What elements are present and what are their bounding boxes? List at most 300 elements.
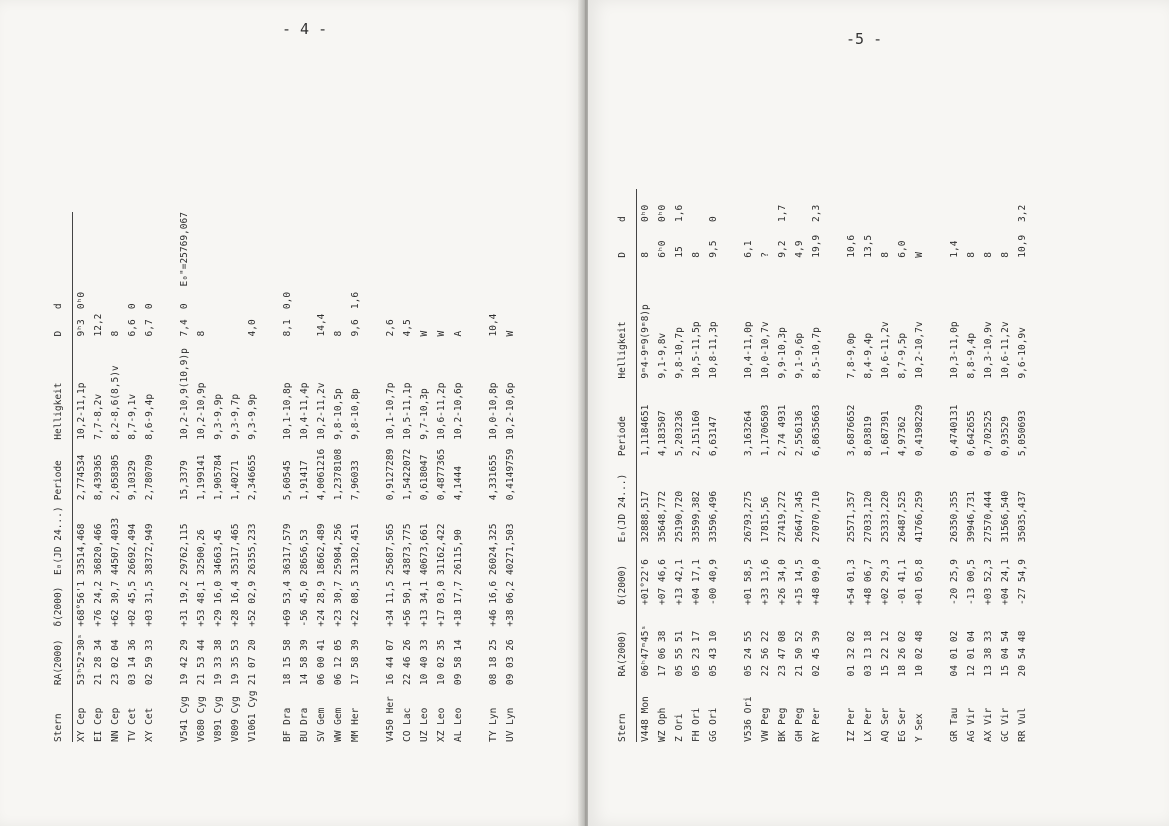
column-header: RA(2000) (617, 630, 629, 677)
table-cell: 9,7-10,3p (418, 388, 430, 440)
table-cell: +56 50,1 (401, 580, 413, 627)
table-cell: 25190,720 (673, 490, 685, 543)
table-cell: 6ʰ0 (656, 240, 668, 258)
table-cell (313, 212, 330, 286)
table-row (193, 212, 210, 742)
table-cell: 29762,115 (178, 523, 190, 576)
table-row (90, 212, 107, 742)
table-row (1014, 189, 1031, 742)
table-cell: 28656,53 (298, 529, 310, 576)
table-cell (296, 309, 313, 336)
table-cell: 10,9 (1016, 234, 1028, 258)
table-cell: 19 33 38 (212, 639, 224, 686)
table-cell: 2,774534 (75, 454, 87, 501)
table-cell: 15,3379 (178, 460, 190, 501)
table-row (980, 189, 997, 742)
table-cell: GC Vir (999, 707, 1011, 742)
table-cell: W (418, 330, 430, 337)
table-cell: 9,9-10,3p (776, 327, 788, 379)
table-cell (73, 212, 91, 286)
table-row (997, 189, 1014, 742)
table-cell: 10,2-11,2v (315, 382, 327, 440)
table-row (330, 212, 347, 742)
table-cell: 9,2 (776, 240, 788, 258)
table-cell: 10,3-11,0p (948, 321, 960, 379)
table-cell (227, 212, 244, 286)
table-row (774, 189, 791, 742)
table-row (911, 189, 928, 742)
table-cell (757, 189, 774, 222)
table-cell (296, 212, 313, 286)
group-spacer (825, 189, 843, 742)
table-cell: 4,9 (793, 240, 805, 258)
table-cell: 1,91417 (298, 460, 310, 501)
table-cell: -20 25,9 (948, 559, 960, 605)
table-cell (399, 212, 416, 286)
table-cell: NN Cep (109, 707, 121, 742)
table-cell: +69 53,4 (281, 580, 293, 627)
table-cell: -27 54,9 (1016, 559, 1028, 605)
table-cell: 0 (143, 303, 155, 310)
table-cell: 10,6-11,2p (435, 382, 447, 440)
table-cell: 6,6 (126, 319, 138, 337)
table-cell: 15 (673, 246, 685, 258)
group-spacer (722, 189, 740, 742)
table-cell: 1,5422072 (401, 448, 413, 501)
page-number: -5 - (846, 30, 883, 48)
table-cell: 15 22 12 (879, 630, 891, 677)
table-cell: 2,151160 (690, 410, 702, 457)
table-cell: 31566,540 (999, 490, 1011, 543)
table-cell (963, 189, 980, 222)
table-cell: +48 06,7 (862, 559, 874, 605)
table-cell: 0,4149759 (504, 448, 516, 501)
table-cell: 26024,325 (487, 523, 499, 576)
table-cell: 4,0 (246, 319, 258, 337)
table-cell: 8 (195, 330, 207, 337)
table-cell: 06 00 41 (315, 639, 327, 686)
table-cell (124, 212, 141, 286)
table-cell: 2,780709 (143, 454, 155, 501)
table-cell: 15 04 54 (999, 630, 1011, 677)
table-row (894, 189, 911, 742)
table-cell: 8 (982, 252, 994, 258)
table-cell (382, 286, 399, 309)
table-cell: 9,6-10,9v (1016, 327, 1028, 379)
table-cell: 21 07 20 (246, 639, 258, 686)
table-cell: 26115,90 (452, 529, 464, 576)
table-row (73, 212, 91, 742)
table-cell: V891 Cyg (212, 696, 224, 742)
table-cell: 10,4-11,4p (298, 382, 310, 440)
table-cell: WZ Oph (656, 707, 668, 742)
table-cell: 10,6-11,2v (879, 321, 891, 379)
table-cell: 10,5-11,5p (690, 321, 702, 379)
table-cell: UZ Leo (418, 707, 430, 742)
table-cell: 40271,503 (504, 523, 516, 576)
table-cell: +02 45,5 (126, 580, 138, 627)
left-page (0, 0, 582, 826)
table-cell: 53ʰ52ᵐ30ˢ (75, 633, 87, 686)
table-cell: Z Ori (673, 713, 685, 742)
table-cell: +13 34,1 (418, 580, 430, 627)
table-cell (141, 212, 158, 286)
table-cell: 23 02 04 (109, 639, 121, 686)
table-cell: 02 45 39 (810, 630, 822, 677)
table-cell (193, 286, 210, 309)
table-cell: 9,1-9,6p (793, 332, 805, 379)
table-cell: 10 40 33 (418, 639, 430, 686)
table-cell: +04 24,1 (999, 559, 1011, 605)
table-row (502, 212, 519, 742)
table-cell: 16 44 07 (384, 639, 396, 686)
table-cell: 22 56 22 (759, 630, 771, 677)
table-cell: 14 58 39 (298, 639, 310, 686)
table-cell: +26 34,0 (776, 559, 788, 605)
table-cell: 1,6 (349, 291, 361, 310)
table-row (107, 212, 124, 742)
table-row (176, 212, 193, 742)
table-cell: 36317,579 (281, 523, 293, 576)
table-row (877, 189, 894, 742)
table-cell (227, 286, 244, 309)
table-cell: +76 24,2 (92, 580, 104, 627)
table-cell: 13 38 33 (982, 630, 994, 677)
table-cell: 6,8635663 (810, 404, 822, 457)
table-cell: 1,4 (948, 240, 960, 258)
table-cell: 27033,120 (862, 490, 874, 543)
table-cell: 8,7-9,1v (126, 393, 138, 440)
table-cell: 9,8-10,7p (673, 327, 685, 379)
table-cell: 31162,422 (435, 523, 447, 576)
right-page (588, 0, 1169, 826)
table-cell: +31 19,2 (178, 580, 190, 627)
table-cell: +38 06,2 (504, 580, 516, 627)
table-cell: W (435, 330, 447, 337)
table-cell (313, 286, 330, 309)
table-cell (399, 286, 416, 309)
table-row (382, 212, 399, 742)
table-cell: 10,2-10,6p (452, 382, 464, 440)
table-cell: 9,5 (707, 240, 719, 258)
table-row (399, 212, 416, 742)
table-cell: XZ Leo (435, 707, 447, 742)
table-cell: 26355,233 (246, 523, 258, 576)
table-header-row (616, 189, 637, 742)
table-cell: V1061 Cyg (246, 690, 258, 742)
table-cell: W (504, 330, 516, 337)
table-cell (877, 189, 894, 222)
table-cell (911, 189, 928, 222)
table-cell: GG Ori (707, 707, 719, 742)
table-cell: 25984,256 (332, 523, 344, 576)
table-cell: 35035,437 (1016, 490, 1028, 543)
table-cell: 0 (178, 303, 190, 310)
table-cell: 6,1 (742, 240, 754, 258)
table-cell: EI Cep (92, 707, 104, 742)
table-cell: 8,7-9,5p (896, 332, 908, 379)
table-cell: 8 (879, 252, 891, 258)
table-cell: GH Peg (793, 707, 805, 742)
table-cell: 5,050693 (1016, 410, 1028, 457)
table-cell (382, 212, 399, 286)
table-cell: 13,5 (862, 234, 874, 258)
table-cell: 05 43 10 (707, 630, 719, 677)
table-cell: V541 Cyg (178, 696, 190, 742)
table-cell (347, 212, 364, 286)
column-header: δ(2000) (53, 586, 65, 627)
column-header: Stern (617, 713, 629, 742)
table-cell (279, 212, 296, 286)
table-cell: 2,6 (384, 319, 396, 337)
table-row (416, 212, 433, 742)
table-cell: 27570,444 (982, 490, 994, 543)
table-cell: 10 02 48 (913, 630, 925, 677)
table-cell (894, 189, 911, 222)
table-cell: A (452, 330, 464, 337)
table-cell: 10 02 35 (435, 639, 447, 686)
table-row (347, 212, 364, 742)
table-cell: 08 18 25 (487, 639, 499, 686)
table-cell: +01 58,5 (742, 559, 754, 605)
table-cell: 0ʰ0 (639, 204, 651, 222)
table-header-row (52, 212, 73, 742)
table-cell: 9,8-10,8p (349, 388, 361, 440)
table-cell (946, 189, 963, 222)
table-cell (980, 189, 997, 222)
table-cell: 1,6 (673, 204, 685, 222)
table-cell: +07 46,6 (656, 559, 668, 605)
table-cell: XY Cep (75, 707, 87, 742)
table-cell (330, 286, 347, 309)
table-cell: 19 35 53 (229, 639, 241, 686)
table-cell: 33514,468 (75, 523, 87, 576)
table-cell: 19 42 29 (178, 639, 190, 686)
table-cell: 09 03 26 (504, 639, 516, 686)
table-cell: BK Peg (776, 707, 788, 742)
column-header: D (617, 252, 629, 258)
table-cell: 34663,45 (212, 529, 224, 576)
table-row (808, 189, 825, 742)
table-cell: 26692,494 (126, 523, 138, 576)
table-cell: +28 16,4 (229, 580, 241, 627)
table-cell: 9,8-10,5p (332, 388, 344, 440)
table-row (843, 189, 860, 742)
table-cell (90, 286, 107, 309)
table-cell: AX Vir (982, 707, 994, 742)
table-cell: 9,6 (349, 319, 361, 337)
table-cell: 8,1 (281, 319, 293, 337)
column-header: Periode (617, 416, 629, 457)
table-cell: 10,4-11,0p (742, 321, 754, 379)
table-cell: 1,2378108 (332, 448, 344, 501)
table-cell: -01 41,1 (896, 559, 908, 605)
table-cell: 0,702525 (982, 410, 994, 457)
table-cell (210, 309, 227, 336)
table-cell (107, 286, 124, 309)
table-cell: 44507,4033 (109, 517, 121, 576)
table-cell: 4,97362 (896, 416, 908, 457)
table-cell: EG Ser (896, 707, 908, 742)
table-cell: 17 06 38 (656, 630, 668, 677)
table-cell: CO Lac (401, 707, 413, 742)
table-row (141, 212, 158, 742)
column-header: Helligkeit (617, 321, 629, 379)
table-cell: 25687,565 (384, 523, 396, 576)
table-cell: 5,60545 (281, 460, 293, 501)
table-cell: 10,2-10,9p (195, 382, 207, 440)
table-cell: 8,439365 (92, 454, 104, 501)
table-cell (210, 212, 227, 286)
table-cell (244, 286, 261, 309)
table-cell: 9,3-9,7p (229, 393, 241, 440)
table-cell: 9,1-9,8v (656, 332, 668, 379)
column-header: d (53, 303, 65, 310)
table-cell: +52 02,9 (246, 580, 258, 627)
table-cell: 2,3 (810, 204, 822, 222)
table-cell: 10,8-11,3p (707, 321, 719, 379)
table-cell: +68°56'1 (75, 580, 87, 627)
table-cell: 6,7 (143, 319, 155, 337)
table-cell: BF Dra (281, 707, 293, 742)
table-cell (107, 212, 124, 286)
table-row (705, 189, 722, 742)
table-cell: 2,346655 (246, 454, 258, 501)
table-cell: 33599,382 (690, 490, 702, 543)
column-header: E₀(JD 24...) (617, 473, 629, 543)
table-cell: FH Ori (690, 707, 702, 742)
data-table (616, 189, 1031, 742)
table-cell: V448 Mon (639, 696, 651, 742)
table-cell: 0,4877365 (435, 448, 447, 501)
table-cell: V809 Cyg (229, 696, 241, 742)
table-cell: 1,905784 (212, 454, 224, 501)
table-cell: 9,3-9,9p (246, 393, 258, 440)
table-cell: 8,2-8,6(8,5)v (109, 365, 121, 440)
group-spacer (467, 212, 485, 742)
table-cell: LX Per (862, 707, 874, 742)
table-row (688, 189, 705, 742)
column-header: d (617, 216, 629, 222)
table-cell: TY Lyn (487, 707, 499, 742)
table-cell: 4,5 (401, 319, 413, 337)
table-row (946, 189, 963, 742)
table-cell (485, 212, 502, 286)
table-cell: V450 Her (384, 696, 396, 742)
table-cell (791, 189, 808, 222)
table-cell: +46 16,6 (487, 580, 499, 627)
table-cell: 03 14 36 (126, 639, 138, 686)
table-cell: 0,0 (281, 291, 293, 310)
table-cell: -56 45,0 (298, 580, 310, 627)
table-cell: 10,2-10,6p (504, 382, 516, 440)
table-cell: 17 58 39 (349, 639, 361, 686)
table-cell: 8,4-9,4p (862, 332, 874, 379)
table-cell: +03 52,3 (982, 559, 994, 605)
table-row (227, 212, 244, 742)
table-cell: 41766,259 (913, 490, 925, 543)
table-cell: 12 01 04 (965, 630, 977, 677)
table-cell: +62 30,7 (109, 580, 121, 627)
table-cell: 2,556136 (793, 410, 805, 457)
table-cell: +01°22'6 (639, 559, 651, 605)
table-cell (502, 212, 519, 286)
table-cell: 9ᵐ4-9ᵐ9(9ᵐ8)p (639, 304, 651, 379)
table-cell: 4,1444 (452, 465, 464, 501)
table-cell: 1,40271 (229, 460, 241, 501)
table-row (963, 189, 980, 742)
table-cell (688, 189, 705, 222)
table-cell: WW Gem (332, 707, 344, 742)
table-row (313, 212, 330, 742)
table-cell: +15 14,5 (793, 559, 805, 605)
table-cell: 10,2-10,9(10,9)p (178, 348, 190, 440)
table-cell: 21 28 34 (92, 639, 104, 686)
table-cell: RR Vul (1016, 707, 1028, 742)
table-cell: +53 48,1 (195, 580, 207, 627)
table-cell: 7,4 (178, 319, 190, 337)
table-row (124, 212, 141, 742)
table-cell: 26647,345 (793, 490, 805, 543)
column-header: Stern (53, 713, 65, 742)
table-cell: +54 01,3 (845, 559, 857, 605)
table-cell (330, 212, 347, 286)
table-cell (227, 309, 244, 336)
table-cell: 8 (332, 330, 344, 337)
table-cell: 26793,275 (742, 490, 754, 543)
table-cell: 9,10329 (126, 460, 138, 501)
table-cell: 10,1-10,8p (281, 382, 293, 440)
table-cell: 35648,772 (656, 490, 668, 543)
table-cell: 32500,26 (195, 529, 207, 576)
table-cell: 23 47 08 (776, 630, 788, 677)
data-table (52, 212, 519, 742)
table-cell: 9,3-9,9p (212, 393, 224, 440)
variable-star-table (52, 212, 519, 742)
table-cell: 03 13 18 (862, 630, 874, 677)
table-cell: 06ʰ47ᵐ45ˢ (639, 624, 651, 677)
table-row (433, 212, 450, 742)
table-cell: 10,2-11,1p (75, 382, 87, 440)
table-cell: 35317,465 (229, 523, 241, 576)
table-cell: V680 Cyg (195, 696, 207, 742)
table-cell: 2,058305 (109, 454, 121, 501)
table-cell: +48 09,0 (810, 559, 822, 605)
table-cell (90, 212, 107, 286)
table-cell (416, 286, 433, 309)
table-cell: 7,7-8,2v (92, 393, 104, 440)
table-cell (416, 212, 433, 286)
table-cell: 17815,56 (759, 496, 771, 543)
column-header (52, 212, 73, 286)
table-cell: 0,4198229 (913, 404, 925, 457)
table-cell: 19,9 (810, 234, 822, 258)
table-cell: 8,5-10,7p (810, 327, 822, 379)
table-cell (997, 189, 1014, 222)
table-cell: 43873,775 (401, 523, 413, 576)
table-cell (450, 212, 467, 286)
table-row (637, 189, 655, 742)
table-cell: ? (759, 252, 771, 258)
group-spacer (261, 212, 279, 742)
table-cell: 10,3-10,9v (982, 321, 994, 379)
table-cell: 36820,466 (92, 523, 104, 576)
table-cell: 0 (707, 216, 719, 222)
table-row (671, 189, 688, 742)
table-cell: 7,96033 (349, 460, 361, 501)
table-cell: V536 Ori (742, 696, 754, 742)
table-row (791, 189, 808, 742)
